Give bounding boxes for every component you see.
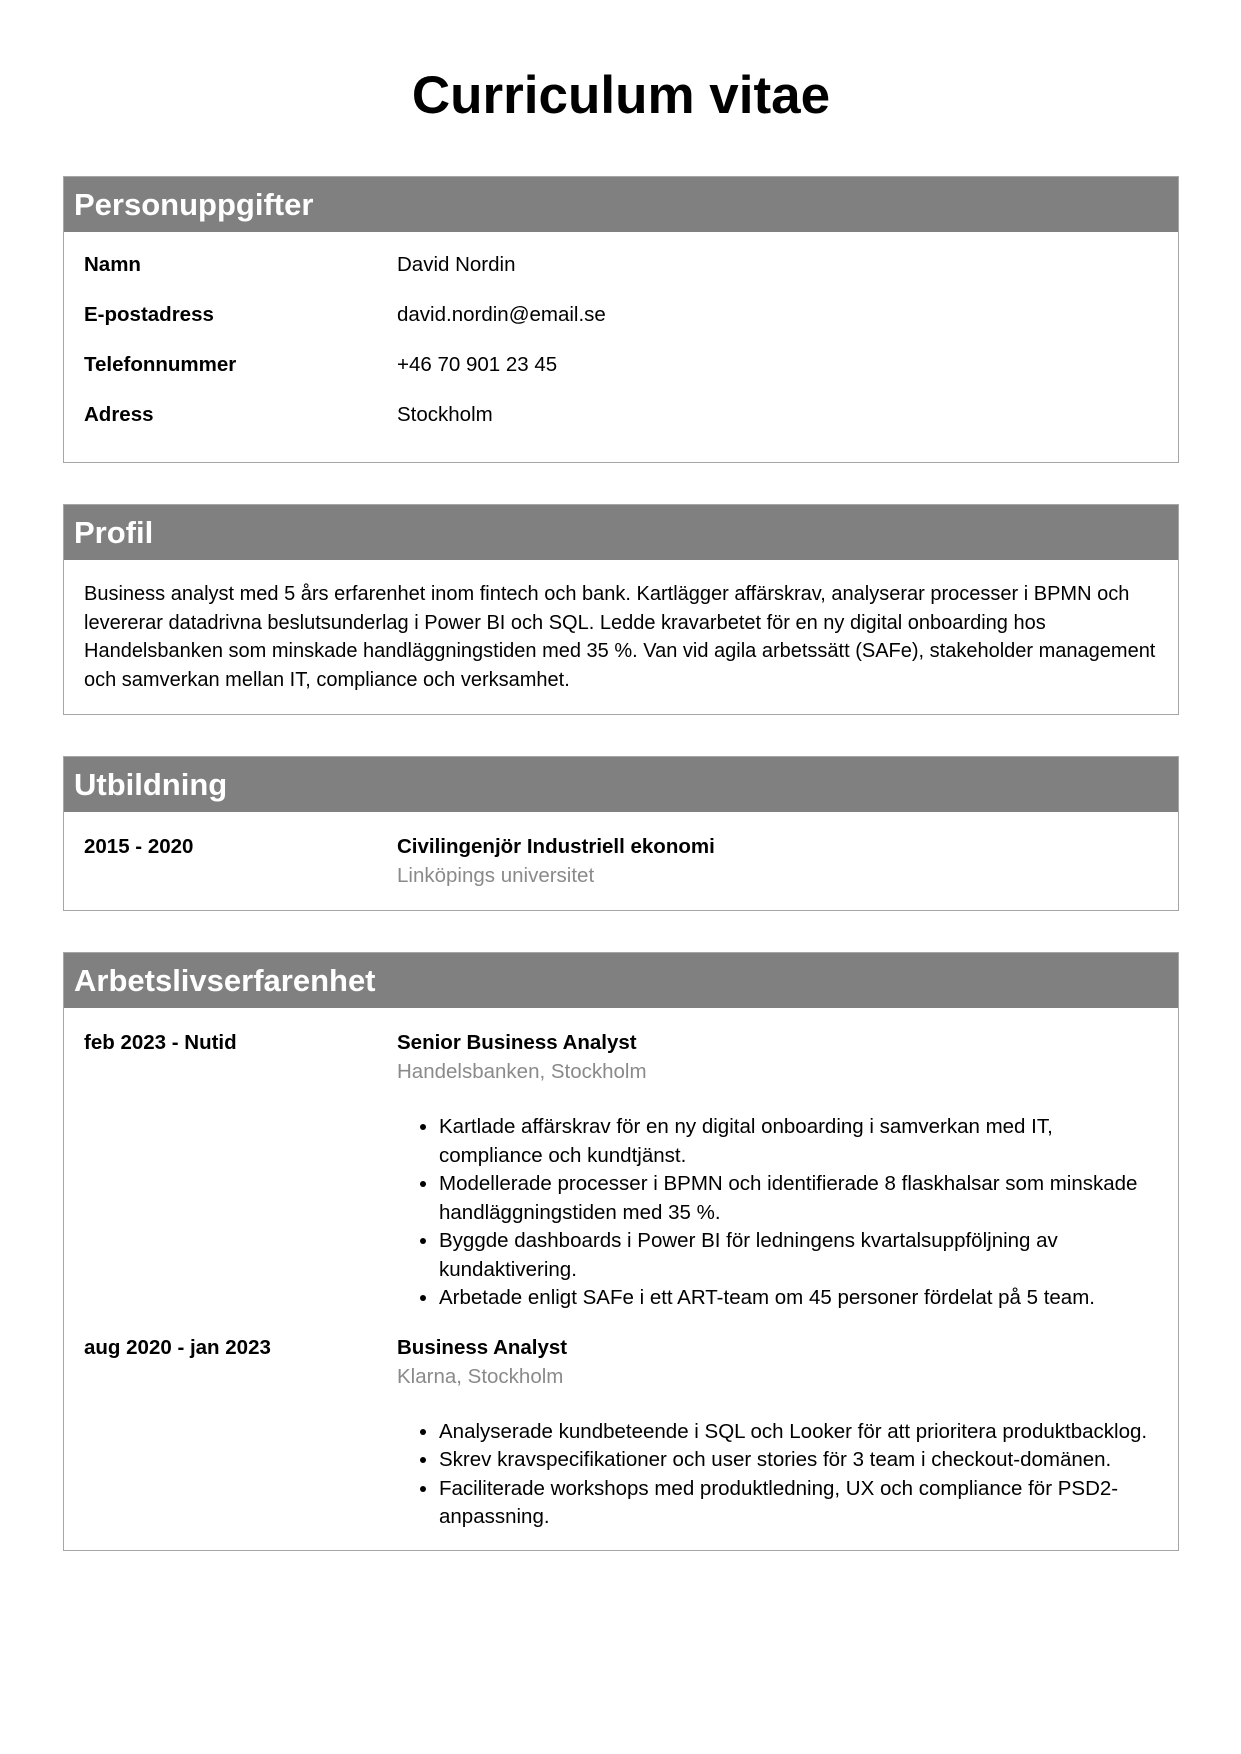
info-value-phone: +46 70 901 23 45 (397, 353, 558, 376)
cv-page (63, 0, 1179, 1551)
info-label: E-postadress (84, 303, 214, 326)
section-work (63, 952, 1179, 1551)
work-entry (84, 1028, 1158, 1313)
profile-body (64, 560, 1178, 714)
entry-content (397, 1028, 1158, 1313)
work-body (64, 1008, 1178, 1550)
info-value-email: david.nordin@email.se (397, 303, 606, 326)
info-row-name (84, 252, 1158, 302)
entry-employer: Klarna, Stockholm (397, 1364, 564, 1388)
entry-title: Business Analyst (397, 1335, 568, 1359)
education-entry (84, 832, 1158, 890)
info-row-email (84, 302, 1158, 352)
entry-content (397, 832, 1158, 890)
entry-date: feb 2023 - Nutid (84, 1031, 237, 1054)
entry-date: aug 2020 - jan 2023 (84, 1335, 271, 1359)
entry-date: 2015 - 2020 (84, 835, 194, 858)
bullet-item: • Skrev kravspecifikationer och user stories för 3 team i checkout-domänen. (439, 1446, 1158, 1475)
bullet-item: • Byggde dashboards i Power BI för ledningens kvartalsuppföljning av kundaktivering. (439, 1227, 1158, 1284)
info-label: Adress (84, 403, 154, 426)
bullet-item: • Arbetade enligt SAFe i ett ART-team om 45 personer fördelat på 5 team. (439, 1284, 1158, 1313)
entry-title: Senior Business Analyst (397, 1031, 637, 1054)
profile-text: Business analyst med 5 års erfarenhet inom fintech och bank. Kartlägger affärskrav, analyserar processer i BPMN och levererar datadrivna beslutsunderlag i Power BI och SQL. Ledde kravarbetet för en ny digital onboarding hos Handelsbanken som minskade handläggningstiden med 35 %. Van vid agila arbetssätt (SAFe), stakeholder management och samverkan mellan IT, compliance och verksamhet. (84, 583, 1156, 691)
section-heading-education: Utbildning (64, 757, 1178, 812)
bullet-list (397, 1418, 1158, 1532)
section-personal (63, 176, 1179, 463)
bullet-item: • Kartlade affärskrav för en ny digital onboarding i samverkan med IT, compliance och kundtjänst. (439, 1113, 1158, 1170)
section-heading-profile: Profil (64, 505, 1178, 560)
section-profile (63, 504, 1179, 715)
entry-institution: Linköpings universitet (397, 864, 595, 887)
work-entry (84, 1333, 1158, 1532)
education-body (64, 812, 1178, 910)
entry-content (397, 1333, 1158, 1532)
info-label: Telefonnummer (84, 353, 237, 376)
bullet-item: • Analyserade kundbeteende i SQL och Looker för att prioritera produktbacklog. (439, 1418, 1158, 1447)
info-value-name: David Nordin (397, 253, 516, 276)
info-row-phone (84, 352, 1158, 402)
info-value-address: Stockholm (397, 403, 493, 426)
section-education (63, 756, 1179, 911)
section-heading-work: Arbetslivserfarenhet (64, 953, 1178, 1008)
entry-employer: Handelsbanken, Stockholm (397, 1060, 647, 1083)
page-title: Curriculum vitae (411, 66, 831, 125)
section-heading-personal: Personuppgifter (64, 177, 1178, 232)
personal-info-body (64, 232, 1178, 462)
bullet-item: • Faciliterade workshops med produktledning, UX och compliance för PSD2-anpassning. (439, 1475, 1158, 1532)
bullet-list (397, 1113, 1158, 1313)
entry-title: Civilingenjör Industriell ekonomi (397, 835, 715, 858)
info-label: Namn (84, 253, 141, 276)
info-row-address (84, 402, 1158, 436)
bullet-item: • Modellerade processer i BPMN och identifierade 8 flaskhalsar som minskade handläggningstiden med 35 %. (439, 1170, 1158, 1227)
